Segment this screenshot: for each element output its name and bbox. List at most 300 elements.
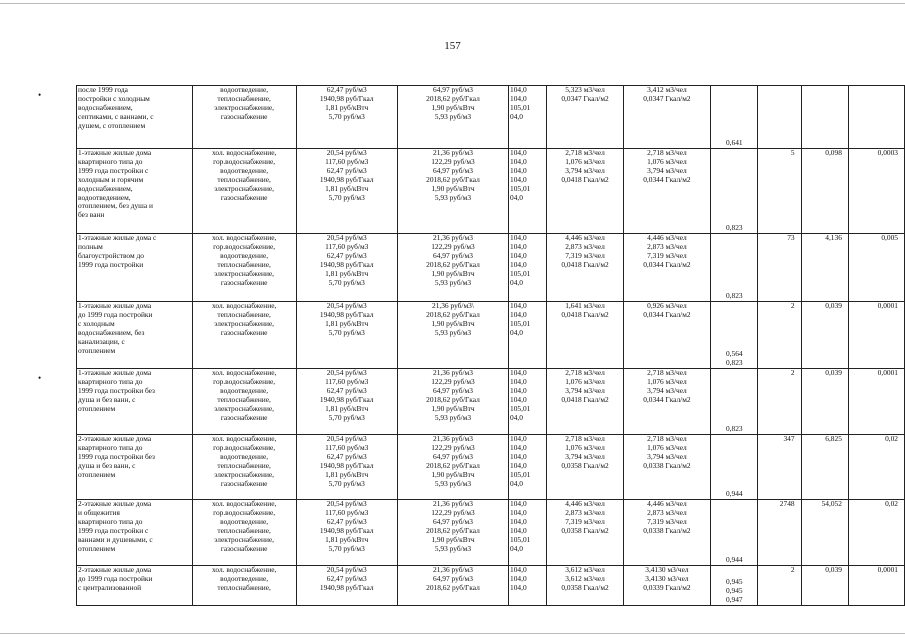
services-line: водоотведение, [220, 516, 269, 526]
services-line: газоснабжение [220, 111, 268, 121]
tariff-new-line: 64,97 руб/м3 [433, 451, 473, 461]
count-cell: 5 [758, 149, 801, 234]
tariff-new-line: 1,90 руб/кВтч [431, 268, 475, 278]
services-line: теплоснабжение, [217, 525, 271, 535]
norm-new-line: 0,0338 Гкал/м2 [643, 460, 691, 470]
area-cell [801, 86, 848, 149]
share-cell: 0,02 [848, 500, 904, 566]
housing-type-line: без ванн [78, 210, 105, 220]
norm-new-line: 0,0344 Гкал/м2 [643, 394, 691, 404]
index-line: 105,01 [510, 102, 531, 112]
tariff-new-line: 5,93 руб/м3 [434, 327, 472, 337]
norm-old-cell [547, 302, 623, 369]
scan-top-edge [0, 3, 905, 4]
housing-type-line: отоплением, без душа и [78, 201, 153, 211]
norm-old-line: 1,076 м3/чел [565, 442, 605, 452]
services-line: теплоснабжение, [217, 259, 271, 269]
norm-new-cell [623, 86, 711, 149]
housing-type-cell [77, 566, 193, 606]
index-cell [509, 302, 547, 369]
services-line: электроснабжение, [214, 318, 275, 328]
housing-type-line: до 1999 года постройки [78, 309, 153, 319]
tariff-new-line: 2018,62 руб/Гкал [426, 394, 480, 404]
coefficient-cell [711, 302, 758, 369]
services-line: водоотведение, [220, 85, 269, 94]
norm-new-line: 0,0344 Гкал/м2 [643, 174, 691, 184]
share-cell: 0,0001 [848, 302, 904, 369]
area-cell: 4,136 [801, 234, 848, 302]
housing-type-line: 1999 года постройки без [78, 451, 155, 461]
services-line: водоотведение, [220, 451, 269, 461]
norm-old-line: 0,0418 Гкал/м2 [561, 394, 609, 404]
norm-new-line: 0,0338 Гкал/м2 [643, 525, 691, 535]
tariff-old-line: 1940,98 руб/Гкал [319, 93, 374, 103]
tariff-new-line: 122,29 руб/м3 [431, 442, 475, 452]
norm-new-line: 0,926 м3/чел [647, 301, 687, 310]
norm-old-line: 0,0418 Гкал/м2 [561, 309, 609, 319]
services-line: теплоснабжение, [217, 309, 271, 319]
tariff-table [76, 85, 905, 606]
tariff-old-cell [296, 369, 397, 435]
housing-type-cell [77, 234, 193, 302]
index-line: 104,0 [510, 385, 527, 395]
housing-type-line: водоснабжением, [78, 183, 133, 193]
housing-type-line: холодным и горячим [78, 174, 144, 184]
count-cell: 2 [758, 566, 801, 606]
area-cell: 0,098 [801, 149, 848, 234]
norm-old-line: 2,718 м3/чел [565, 368, 605, 377]
index-line: 04,0 [510, 478, 523, 488]
norm-old-line: 7,319 м3/чел [565, 250, 605, 260]
tariff-new-line: 1,90 руб/кВтч [431, 183, 475, 193]
tariff-old-line: 62,47 руб/м3 [326, 165, 367, 175]
tariff-new-line: 1,90 руб/кВтч [431, 534, 475, 544]
tariff-new-line: 5,93 руб/м3 [434, 277, 472, 287]
tariff-old-line: 1,81 руб/кВтч [325, 183, 369, 193]
services-line: теплоснабжение, [217, 460, 271, 470]
tariff-new-line: 2018,62 руб/Гкал [426, 525, 480, 535]
housing-type-line: квартирного типа до [78, 516, 143, 526]
index-line: 104,0 [510, 241, 527, 251]
tariff-new-cell [397, 369, 508, 435]
services-line: электроснабжение, [214, 469, 275, 479]
tariff-new-line: 5,93 руб/м3 [434, 543, 472, 553]
index-line: 04,0 [510, 543, 523, 553]
tariff-new-line: 5,93 руб/м3 [434, 478, 472, 488]
tariff-new-line: 21,36 руб/м3 [433, 368, 473, 377]
index-line: 104,0 [510, 507, 527, 517]
tariff-old-line: 5,70 руб/м3 [328, 192, 365, 202]
norm-new-line: 2,718 м3/чел [647, 368, 687, 377]
margin-bullet-1: • [38, 90, 42, 100]
services-line: хол. водоснабжение, [211, 301, 277, 310]
index-cell [509, 86, 547, 149]
index-line: 104,0 [510, 301, 527, 310]
norm-old-line: 0,0418 Гкал/м2 [561, 174, 609, 184]
index-line: 104,0 [510, 259, 527, 269]
coefficient-line: 0,823 [725, 358, 743, 368]
index-cell [509, 234, 547, 302]
housing-type-line: водоснабжением, [78, 102, 133, 112]
tariff-old-line: 1940,98 руб/Гкал [319, 460, 374, 470]
norm-old-line: 3,794 м3/чел [565, 165, 605, 175]
services-line: газоснабжение [220, 327, 268, 337]
coefficient-cell [711, 86, 758, 149]
norm-old-line: 3,612 м3/чел [565, 565, 605, 574]
tariff-old-line: 20,54 руб/м3 [326, 368, 367, 377]
housing-type-line: 1-этажные жилые дома [78, 148, 152, 157]
housing-type-line: отоплением [78, 403, 116, 413]
index-line: 105,01 [510, 268, 531, 278]
housing-type-line: септиками, с ваннами, с [78, 111, 154, 121]
coefficient-cell [711, 369, 758, 435]
tariff-new-cell [397, 234, 508, 302]
services-line: теплоснабжение, [217, 93, 271, 103]
norm-new-cell [623, 149, 711, 234]
norm-old-cell [547, 566, 623, 606]
tariff-old-line: 62,47 руб/м3 [326, 573, 367, 583]
count-cell: 2748 [758, 500, 801, 566]
page-number: 157 [444, 40, 461, 52]
norm-old-cell [547, 234, 623, 302]
norm-old-line: 2,718 м3/чел [565, 434, 605, 443]
norm-old-line: 3,612 м3/чел [565, 573, 605, 583]
share-cell: 0,02 [848, 435, 904, 500]
tariff-old-line: 1940,98 руб/Гкал [319, 582, 374, 592]
tariff-new-line: 21,36 руб/м3 [433, 499, 473, 508]
housing-type-line: до 1999 года постройки [78, 573, 153, 583]
housing-type-line: и общежития [78, 507, 120, 517]
coefficient-cell [711, 435, 758, 500]
tariff-new-cell [397, 566, 508, 606]
norm-old-line: 2,718 м3/чел [565, 148, 605, 157]
table-row [77, 86, 905, 149]
housing-type-line: душа и без ванн, с [78, 460, 136, 470]
count-cell [758, 86, 801, 149]
index-line: 105,01 [510, 183, 531, 193]
index-line: 104,0 [510, 516, 527, 526]
services-line: электроснабжение, [214, 403, 275, 413]
share-cell: 0,005 [848, 234, 904, 302]
norm-new-line: 2,873 м3/чел [647, 241, 687, 251]
tariff-new-cell [397, 500, 508, 566]
tariff-old-line: 20,54 руб/м3 [326, 148, 367, 157]
coefficient-line: 0,945 [725, 586, 743, 596]
tariff-new-line: 122,29 руб/м3 [431, 241, 475, 251]
coefficient-line: 0,945 [725, 577, 743, 587]
tariff-new-line: 1,90 руб/кВтч [431, 403, 475, 413]
norm-old-cell [547, 149, 623, 234]
tariff-old-line: 117,60 руб/м3 [325, 156, 369, 166]
table-row [77, 149, 905, 234]
housing-type-line: полным [78, 241, 103, 251]
housing-type-line: постройки с холодным [78, 93, 150, 103]
norm-old-line: 1,076 м3/чел [565, 156, 605, 166]
norm-new-line: 1,076 м3/чел [647, 156, 687, 166]
housing-type-line: 1999 года постройки [78, 259, 144, 269]
services-line: теплоснабжение, [217, 174, 271, 184]
coefficient-cell [711, 234, 758, 302]
tariff-old-line: 62,47 руб/м3 [326, 85, 367, 94]
tariff-new-line: 64,97 руб/м3 [433, 85, 473, 94]
tariff-old-line: 1,81 руб/кВтч [325, 403, 369, 413]
norm-old-cell [547, 86, 623, 149]
norm-new-line: 0,0344 Гкал/м2 [643, 309, 691, 319]
housing-type-line: 1-этажные жилые дома [78, 368, 152, 377]
norm-new-line: 0,0344 Гкал/м2 [643, 259, 691, 269]
tariff-new-cell [397, 149, 508, 234]
tariff-old-line: 117,60 руб/м3 [325, 376, 369, 386]
index-line: 04,0 [510, 327, 523, 337]
norm-old-line: 3,794 м3/чел [565, 385, 605, 395]
norm-new-cell [623, 566, 711, 606]
coefficient-cell [711, 566, 758, 606]
housing-type-line: 2-этажные жилые дома [78, 499, 152, 508]
index-line: 105,01 [510, 534, 531, 544]
services-line: хол. водоснабжение, [211, 565, 277, 574]
tariff-old-line: 62,47 руб/м3 [326, 516, 367, 526]
housing-type-line: отоплением [78, 345, 116, 355]
tariff-new-line: 64,97 руб/м3 [433, 250, 473, 260]
index-cell [509, 369, 547, 435]
tariff-old-cell [296, 149, 397, 234]
coefficient-line: 0,641 [725, 138, 743, 148]
housing-type-line: 1999 года постройки с [78, 525, 149, 535]
norm-new-line: 1,076 м3/чел [647, 376, 687, 386]
area-cell: 0,039 [801, 302, 848, 369]
tariff-new-line: 122,29 руб/м3 [431, 507, 475, 517]
tariff-new-line: 21,36 руб/м3 [433, 565, 473, 574]
tariff-old-line: 117,60 руб/м3 [325, 507, 369, 517]
count-cell: 347 [758, 435, 801, 500]
norm-old-line: 4,446 м3/чел [565, 499, 605, 508]
norm-old-line: 2,873 м3/чел [565, 507, 605, 517]
index-line: 104,0 [510, 174, 527, 184]
tariff-new-line: 21,36 руб/м3 [433, 233, 473, 242]
services-line: гор.водоснабжение, [213, 376, 276, 386]
tariff-old-line: 20,54 руб/м3 [326, 565, 367, 574]
housing-type-line: канализации, с [78, 336, 125, 346]
housing-type-cell [77, 302, 193, 369]
tariff-new-line: 2018,62 руб/Гкал [426, 259, 480, 269]
tariff-new-line: 5,93 руб/м3 [434, 412, 472, 422]
index-line: 104,0 [510, 451, 527, 461]
index-cell [509, 500, 547, 566]
services-line: электроснабжение, [214, 183, 275, 193]
coefficient-line: 0,944 [725, 555, 743, 565]
tariff-new-line: 5,93 руб/м3 [434, 111, 472, 121]
norm-old-line: 0,0347 Гкал/м2 [561, 93, 609, 103]
housing-type-line: с холодным [78, 318, 115, 328]
index-line: 104,0 [510, 148, 527, 157]
services-line: электроснабжение, [214, 534, 275, 544]
index-line: 104,0 [510, 93, 527, 103]
norm-old-line: 5,323 м3/чел [565, 85, 605, 94]
tariff-old-line: 20,54 руб/м3 [326, 233, 367, 242]
norm-old-line: 0,0358 Гкал/м2 [561, 460, 609, 470]
index-line: 104,0 [510, 394, 527, 404]
index-line: 104,0 [510, 499, 527, 508]
tariff-old-line: 5,70 руб/м3 [328, 412, 365, 422]
norm-new-line: 3,4130 м3/чел [645, 565, 689, 574]
coefficient-line: 0,823 [725, 223, 743, 233]
tariff-old-line: 1,81 руб/кВтч [325, 534, 369, 544]
tariff-old-cell [296, 435, 397, 500]
services-line: теплоснабжение, [217, 582, 271, 592]
tariff-old-line: 1,81 руб/кВтч [325, 268, 369, 278]
services-cell [192, 369, 296, 435]
norm-new-line: 3,412 м3/чел [647, 85, 687, 94]
tariff-new-line: 1,90 руб/кВтч [431, 102, 475, 112]
norm-old-line: 0,0418 Гкал/м2 [561, 259, 609, 269]
tariff-new-line: 64,97 руб/м3 [433, 385, 473, 395]
services-line: газоснабжение [220, 412, 268, 422]
tariff-old-line: 5,70 руб/м3 [328, 111, 365, 121]
tariff-old-cell [296, 566, 397, 606]
table-row [77, 234, 905, 302]
norm-new-line: 2,718 м3/чел [647, 148, 687, 157]
norm-new-cell [623, 302, 711, 369]
margin-bullet-2: • [38, 373, 42, 383]
housing-type-line: благоустройством до [78, 250, 144, 260]
tariff-new-line: 21,36 руб/м3 [433, 434, 473, 443]
tariff-old-line: 117,60 руб/м3 [325, 241, 369, 251]
tariff-new-line: 64,97 руб/м3 [433, 516, 473, 526]
housing-type-line: 1999 года постройки с [78, 165, 149, 175]
norm-old-cell [547, 500, 623, 566]
coefficient-line: 0,944 [725, 489, 743, 499]
norm-new-line: 0,0339 Гкал/м2 [643, 582, 691, 592]
coefficient-line: 0,823 [725, 424, 743, 434]
housing-type-line: водоотведением, [78, 192, 131, 202]
services-line: газоснабжение [220, 277, 268, 287]
housing-type-line: 1-этажные жилые дома с [78, 233, 157, 242]
share-cell: 0,0001 [848, 369, 904, 435]
scan-bottom-edge [0, 633, 905, 634]
count-cell: 2 [758, 369, 801, 435]
services-line: газоснабжение [220, 478, 268, 488]
norm-old-line: 4,446 м3/чел [565, 233, 605, 242]
index-line: 104,0 [510, 565, 527, 574]
tariff-new-line: 2018,62 руб/Гкал [426, 460, 480, 470]
area-cell: 0,039 [801, 566, 848, 606]
services-line: хол. водоснабжение, [211, 233, 277, 242]
table-row [77, 369, 905, 435]
tariff-old-cell [296, 234, 397, 302]
tariff-old-cell [296, 86, 397, 149]
services-line: теплоснабжение, [217, 394, 271, 404]
tariff-old-line: 62,47 руб/м3 [326, 451, 367, 461]
services-line: хол. водоснабжение, [211, 499, 277, 508]
services-cell [192, 500, 296, 566]
norm-new-line: 1,076 м3/чел [647, 442, 687, 452]
tariff-new-line: 64,97 руб/м3 [433, 573, 473, 583]
services-line: электроснабжение, [214, 268, 275, 278]
tariff-old-line: 20,54 руб/м3 [326, 434, 367, 443]
tariff-old-line: 1,81 руб/кВтч [325, 318, 369, 328]
norm-new-line: 3,794 м3/чел [647, 451, 687, 461]
housing-type-line: с централизованной [78, 582, 142, 592]
index-line: 104,0 [510, 233, 527, 242]
norm-new-line: 2,718 м3/чел [647, 434, 687, 443]
services-line: хол. водоснабжение, [211, 434, 277, 443]
tariff-old-line: 1940,98 руб/Гкал [319, 394, 374, 404]
housing-type-line: 1999 года постройки без [78, 385, 155, 395]
tariff-old-line: 5,70 руб/м3 [328, 478, 365, 488]
housing-type-line: после 1999 года [78, 85, 128, 94]
tariff-new-cell [397, 302, 508, 369]
housing-type-line: 2-этажные жилые дома [78, 565, 152, 574]
tariff-new-line: 1,90 руб/кВтч [431, 469, 475, 479]
index-line: 104,0 [510, 525, 527, 535]
services-line: водоотведение, [220, 250, 269, 260]
share-cell: 0,0003 [848, 149, 904, 234]
services-line: водоотведение, [220, 165, 269, 175]
index-line: 104,0 [510, 165, 527, 175]
table-row [77, 435, 905, 500]
norm-new-line: 3,794 м3/чел [647, 385, 687, 395]
norm-old-cell [547, 435, 623, 500]
coefficient-cell [711, 500, 758, 566]
index-line: 104,0 [510, 368, 527, 377]
tariff-old-line: 62,47 руб/м3 [326, 385, 367, 395]
services-cell [192, 234, 296, 302]
table-row [77, 500, 905, 566]
housing-type-line: отоплением [78, 543, 116, 553]
index-line: 104,0 [510, 460, 527, 470]
norm-old-line: 1,641 м3/чел [565, 301, 605, 310]
services-line: водоотведение, [220, 385, 269, 395]
coefficient-line: 0,947 [725, 595, 743, 605]
housing-type-line: квартирного типа до [78, 156, 143, 166]
housing-type-line: 2-этажные жилые дома [78, 434, 152, 443]
services-cell [192, 149, 296, 234]
norm-old-line: 7,319 м3/чел [565, 516, 605, 526]
tariff-old-line: 20,54 руб/м3 [326, 301, 367, 310]
services-line: хол. водоснабжение, [211, 368, 277, 377]
services-cell [192, 86, 296, 149]
norm-new-cell [623, 435, 711, 500]
norm-new-line: 3,4130 м3/чел [645, 573, 689, 583]
norm-new-line: 7,319 м3/чел [647, 516, 687, 526]
coefficient-cell [711, 149, 758, 234]
norm-new-cell [623, 500, 711, 566]
index-line: 04,0 [510, 412, 523, 422]
tariff-old-cell [296, 500, 397, 566]
norm-old-line: 0,0358 Гкал/м2 [561, 525, 609, 535]
area-cell: 6,825 [801, 435, 848, 500]
housing-type-line: квартирного типа до [78, 442, 143, 452]
housing-type-line: водоснабжением, без [78, 327, 145, 337]
area-cell: 54,052 [801, 500, 848, 566]
housing-type-line: квартирного типа до [78, 376, 143, 386]
table-row [77, 566, 905, 606]
norm-new-line: 4,446 м3/чел [647, 233, 687, 242]
housing-type-line: отоплением [78, 469, 116, 479]
tariff-new-line: 2018,62 руб/Гкал [426, 174, 480, 184]
tariff-new-line: 64,97 руб/м3 [433, 165, 473, 175]
index-line: 104,0 [510, 156, 527, 166]
norm-new-line: 2,873 м3/чел [647, 507, 687, 517]
index-line: 04,0 [510, 111, 523, 121]
tariff-new-line: 5,93 руб/м3 [434, 192, 472, 202]
tariff-old-line: 1940,98 руб/Гкал [319, 259, 374, 269]
services-line: хол. водоснабжение, [211, 148, 277, 157]
share-cell [848, 86, 904, 149]
index-line: 04,0 [510, 277, 523, 287]
tariff-new-line: 2018,62 руб/Гкал [426, 309, 480, 319]
norm-new-cell [623, 369, 711, 435]
